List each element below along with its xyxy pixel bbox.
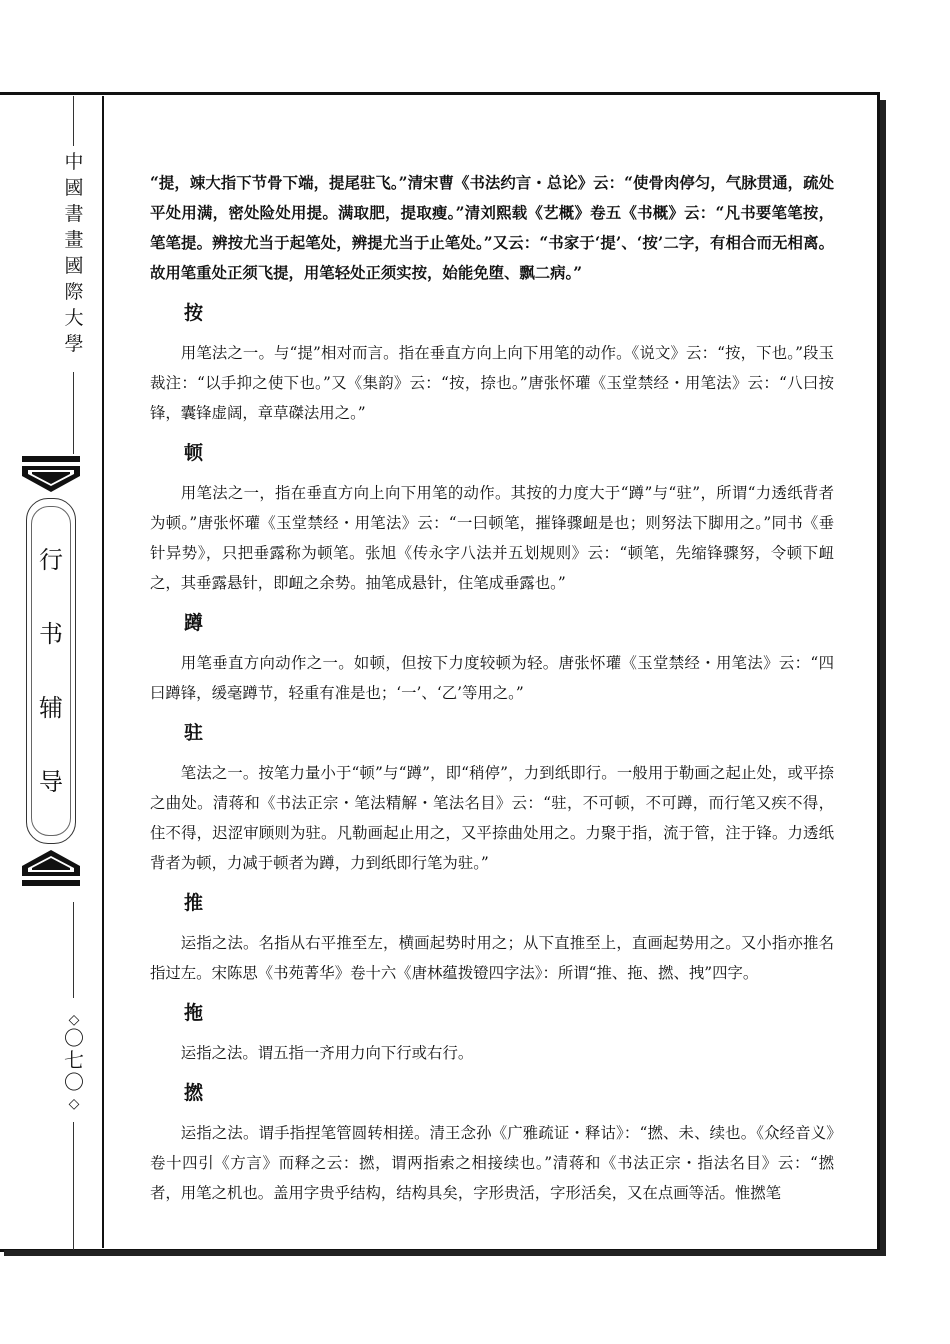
frame-shadow-bottom xyxy=(4,1250,886,1256)
entry-text-cun: 用笔垂直方向动作之一。如顿，但按下力度较顿为轻。唐张怀瓘《玉堂禁经・用笔法》云：“四曰蹲锋，缓毫蹲节，轻重有准是也；‘一’、‘乙’等用之。” xyxy=(150,654,834,702)
entry-text-nian: 运指之法。谓手指捏笔管圆转相搓。清王念孙《广雅疏证・释诂》：“撚、未、续也。《众经音义》卷十四引《方言》而释之云：撚，谓两指索之相接续也。”清蒋和《书法正宗・指法名目》云：“撚者，用笔之机也。盖用字贵乎结构，结构具矣，字形贵活，字形活矣，又在点画等活。惟撚笔 xyxy=(150,1124,834,1202)
entry-text-zhu: 笔法之一。按笔力量小于“顿”与“蹲”，即“稍停”，力到纸即行。一般用于勒画之起止处，或平捺之曲处。清蒋和《书法正宗・笔法精解・笔法名目》云：“驻，不可顿，不可蹲，而行笔又疾不得，住不得，迟涩审顾则为驻。凡勒画起止用之，又平捺曲处用之。力聚于指，流于管，注于锋。力透纸背者为顿，力减于顿者为蹲，力到纸即行笔为驻。” xyxy=(150,764,834,872)
entry-heading-nian: 撚 xyxy=(184,1082,204,1104)
spine-line-lower xyxy=(73,902,74,998)
spine-line-top xyxy=(73,96,74,146)
entry-heading-cun: 蹲 xyxy=(184,612,204,634)
entry-text-dun: 用笔法之一，指在垂直方向上向下用笔的动作。其按的力度大于“蹲”与“驻”，所谓“力透纸背者为顿。”唐张怀瓘《玉堂禁经・用笔法》云：“一曰顿笔，摧锋骤衄是也；则努法下脚用之。”同书《垂针异势》，只把垂露称为顿笔。张旭《传永字八法并五划规则》云：“顿笔，先缩锋骤努，令顿下衄之，其垂露悬针，即衄之余势。抽笔成悬针，住笔成垂露也。” xyxy=(150,484,834,592)
spine-band-bottom xyxy=(22,880,80,886)
entry-text-an: 用笔法之一。与“提”相对而言。指在垂直方向上向下用笔的动作。《说文》云：“按，下也。”段玉裁注：“以手抑之使下也。”又《集韵》云：“按，捺也。”唐张怀瓘《玉堂禁经・用笔法》云：“八曰按锋，囊锋虚阔，章草磔法用之。” xyxy=(150,344,834,422)
spine-band-top xyxy=(22,456,80,462)
entry-heading-an: 按 xyxy=(184,302,204,324)
spine-ornament-top xyxy=(22,466,80,494)
page-marker-bottom: ◇ xyxy=(68,1096,80,1112)
intro-paragraph: “提，竦大指下节骨下端，提尾驻飞。”清宋曹《书法约言・总论》云：“使骨肉停匀，气脉贯通，疏处平处用满，密处险处用提。满取肥，提取瘦。”清刘熙载《艺概》卷五《书概》云：“凡书要笔笔按，笔笔提。辨按尤当于起笔处，辨提尤当于止笔处。”又云：“书家于‘提’、‘按’二字，有相合而无相离。故用笔重处正须飞提，用笔轻处正须实按，始能免堕、飘二病。” xyxy=(150,174,834,282)
spine-ornament-bottom xyxy=(22,848,80,876)
entry-heading-tuo: 拖 xyxy=(184,1002,204,1024)
frame-shadow-right xyxy=(880,100,886,1256)
university-name: 中 國 書 畫 國 際 大 學 xyxy=(64,151,84,355)
main-text xyxy=(150,168,834,1208)
entry-heading-dun: 顿 xyxy=(184,442,204,464)
spine-line-bottom xyxy=(73,1122,74,1250)
entry-text-tui: 运指之法。名指从右平推至左，横画起势时用之；从下直推至上，直画起势用之。又小指亦推名指过左。宋陈思《书苑菁华》卷十六《唐林蕴拨镫四字法》：所谓“推、拖、撚、拽”四字。 xyxy=(150,934,834,982)
page-number: ◇ 〇 七 〇 ◇ xyxy=(62,1008,86,1110)
book-title: 行 书 辅 导 xyxy=(39,546,63,796)
entry-text-tuo: 运指之法。谓五指一齐用力向下行或右行。 xyxy=(180,1044,474,1062)
page-marker-top: ◇ xyxy=(68,1012,80,1028)
entry-heading-tui: 推 xyxy=(184,892,204,914)
entry-heading-zhu: 驻 xyxy=(184,722,204,744)
spine-line-upper xyxy=(73,372,74,454)
